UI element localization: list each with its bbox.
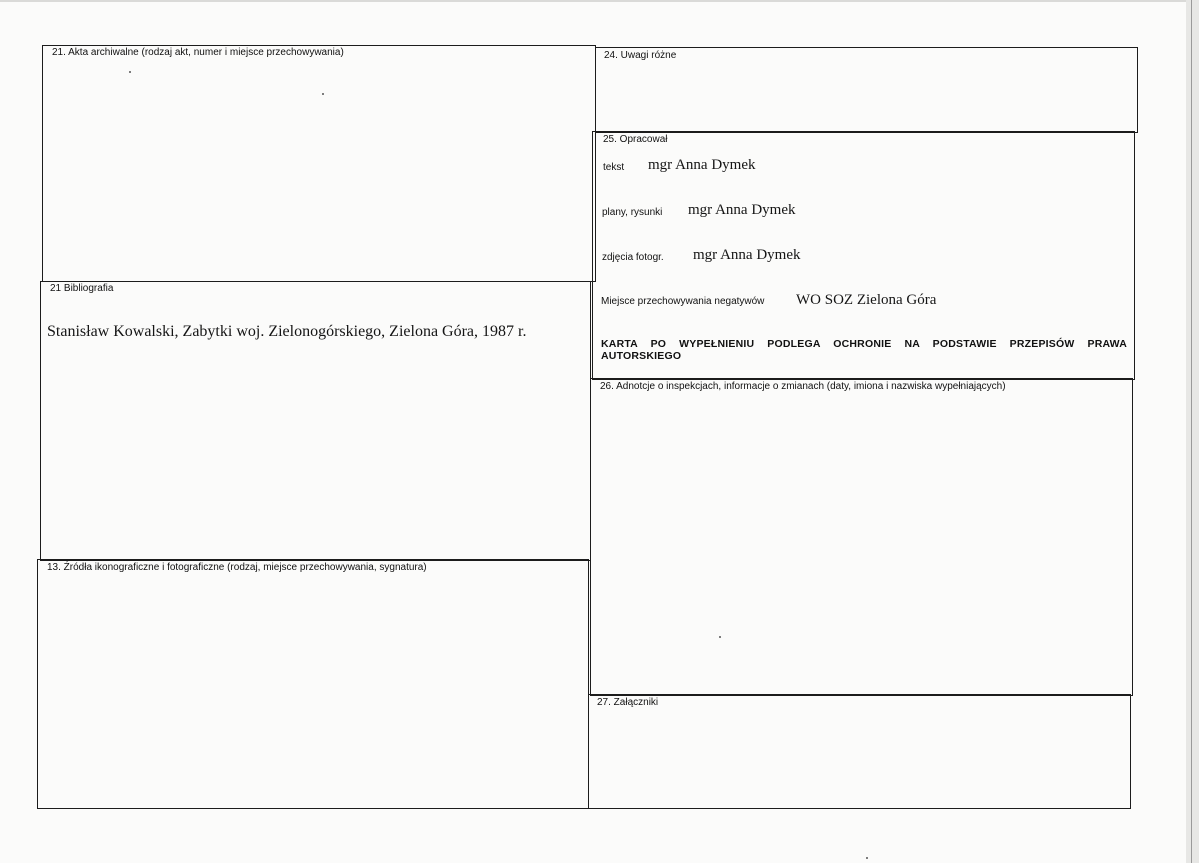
negatywy-value: WO SOZ Zielona Góra: [796, 292, 937, 308]
zdjecia-label: zdjęcia fotogr.: [602, 252, 664, 263]
section-21-akta-box: [42, 45, 596, 282]
zdjecia-value: mgr Anna Dymek: [693, 247, 801, 263]
section-26-label: 26. Adnotcje o inspekcjach, informacje o zmianach (daty, imiona i nazwiska wypełniających): [600, 381, 1006, 392]
scan-speck: [322, 93, 324, 95]
plany-rysunki-value: mgr Anna Dymek: [688, 202, 796, 218]
section-26-box: [590, 378, 1133, 696]
scan-edge-top: [0, 0, 1199, 2]
section-21-akta-label: 21. Akta archiwalne (rodzaj akt, numer i miejsce przechowywania): [52, 47, 344, 58]
section-24-box: [595, 47, 1138, 133]
scan-edge-right: [1186, 0, 1199, 863]
section-27-label: 27. Załączniki: [597, 697, 659, 708]
section-13-label: 13. Źródła ikonograficzne i fotograficzne (rodzaj, miejsce przechowywania, sygnatura): [47, 562, 427, 573]
scan-speck: [719, 636, 721, 638]
tekst-value: mgr Anna Dymek: [648, 157, 756, 173]
section-24-label: 24. Uwagi różne: [604, 50, 677, 61]
bibliografia-value: Stanisław Kowalski, Zabytki woj. Zielonogórskiego, Zielona Góra, 1987 r.: [47, 323, 527, 340]
scan-speck: [129, 71, 131, 73]
copyright-note: KARTA PO WYPEŁNIENIU PODLEGA OCHRONIE NA PODSTAWIE PRZEPISÓW PRAWA AUTORSKIEGO: [601, 338, 1127, 362]
tekst-label: tekst: [603, 162, 625, 173]
section-13-box: [37, 559, 589, 809]
section-27-box: [588, 694, 1131, 809]
plany-rysunki-label: plany, rysunki: [602, 207, 663, 218]
section-21-bibliografia-label: 21 Bibliografia: [50, 283, 114, 294]
scan-edge-right-line: [1191, 0, 1192, 863]
scan-speck: [866, 857, 868, 859]
section-25-label: 25. Opracował: [603, 134, 668, 145]
negatywy-label: Miejsce przechowywania negatywów: [601, 296, 765, 307]
